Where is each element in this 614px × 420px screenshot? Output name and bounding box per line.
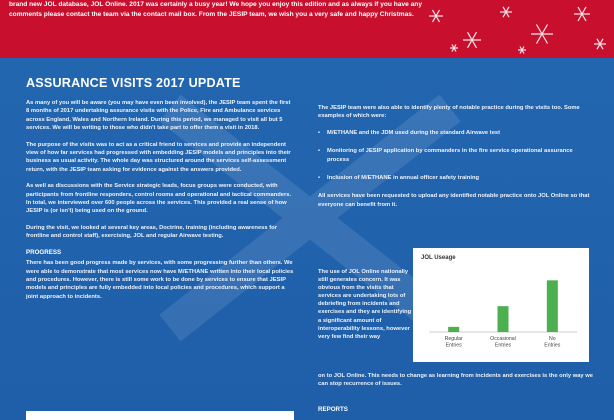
paragraph: The JESIP team were also able to identify plenty of notable practice during the visits too. Some examples of which were: <box>318 105 580 120</box>
jol-usage-chart <box>413 248 589 362</box>
bar-regular-entries <box>448 327 459 332</box>
category-label: Entries <box>445 342 462 349</box>
paragraph: During the visit, we looked at several key areas, Doctrine, training (including awareness for frontline and control staff), exercising, JOL and regular Airwave testing. <box>26 224 277 240</box>
category-label: Occasional <box>490 336 516 342</box>
banner-text: brand new JOL database, JOL Online. 2017 was certainly a busy year! We hope you enjoy this edition and as always if you have any comments please contact the team via the contact mail box. From the JESIP team, we wish you a very safe and happy Christmas. <box>9 1 422 18</box>
reports-heading: REPORTS <box>318 406 348 413</box>
right-column <box>318 104 594 217</box>
category-label: No <box>549 336 556 342</box>
bar-no-entries <box>547 280 558 332</box>
left-column <box>26 99 294 309</box>
paragraph: The purpose of the visits was to act as a critical friend to services and provide an independent view of how far services had progressed with embedding JESIP models and principles into their business as usual activity. The whole day was structured around the services self-assessment return, with the JESIP team asking for evidence against the answers provided. <box>26 141 291 173</box>
category-label: Regular <box>444 336 463 342</box>
content-box <box>26 411 294 420</box>
jol-paragraph-continued: on to JOL Online. This needs to change as learning from incidents and exercises is the only way we can stop recurrence of issues. <box>318 373 593 388</box>
bullet-item: • Monitoring of JESIP application by commanders in the fire service operational assurance process <box>318 147 594 164</box>
snowflake-icons <box>414 0 614 58</box>
category-label: Entries <box>494 342 512 349</box>
category-label: Entries <box>544 342 561 349</box>
paragraph: All services have been requested to upload any identified notable practice onto JOL Online so that everyone can benefit from it. <box>318 193 590 208</box>
page-title: ASSURANCE VISITS 2017 UPDATE <box>26 76 241 90</box>
chart-title: JOL Useage <box>421 255 456 261</box>
paragraph: As well as discussions with the Service strategic leads, focus groups were conducted, with participants from frontline responders, control rooms and operational and tactical commanders. In total, we interviewed over 600 people across the services. This provided a real sense of how JESIP is (or isn't) being used on the ground. <box>26 183 292 215</box>
bullet-item: • M/ETHANE and the JDM used during the standard Airwave test <box>318 129 594 137</box>
progress-heading: PROGRESS <box>26 248 62 256</box>
paragraph: There has been good progress made by services, with some progressing further than others. We were able to demonstrate that most services now have M/ETHANE written into their local policies and procedures. However, there is still some work to be done by services to ensure that JESIP models and principles are fully embedded into local policies and procedures, which support a joint approach to incidents. <box>26 260 294 300</box>
christmas-banner <box>0 0 614 58</box>
jol-paragraph: The use of JOL Online nationally still generates concern. It was obvious from the visits that services are undertaking lots of debriefing from incidents and exercises and they are identifying a significant amount of interoperability lessons, however very few find their way <box>318 269 412 340</box>
paragraph: As many of you will be aware (you may have even been involved), the JESIP team spent the first 8 months of 2017 undertaking assurance visits with the Police, Fire and Ambulance services across England, Wales and Northern Ireland. During this period, we managed to visit all but 5 services. We will be writing to those who didn't take part to offer them a visit in 2018. <box>26 100 291 132</box>
bullet-item: • Inclusion of M/ETHANE in annual officer safety training <box>318 174 594 182</box>
bar-occasional-entries <box>498 306 509 332</box>
